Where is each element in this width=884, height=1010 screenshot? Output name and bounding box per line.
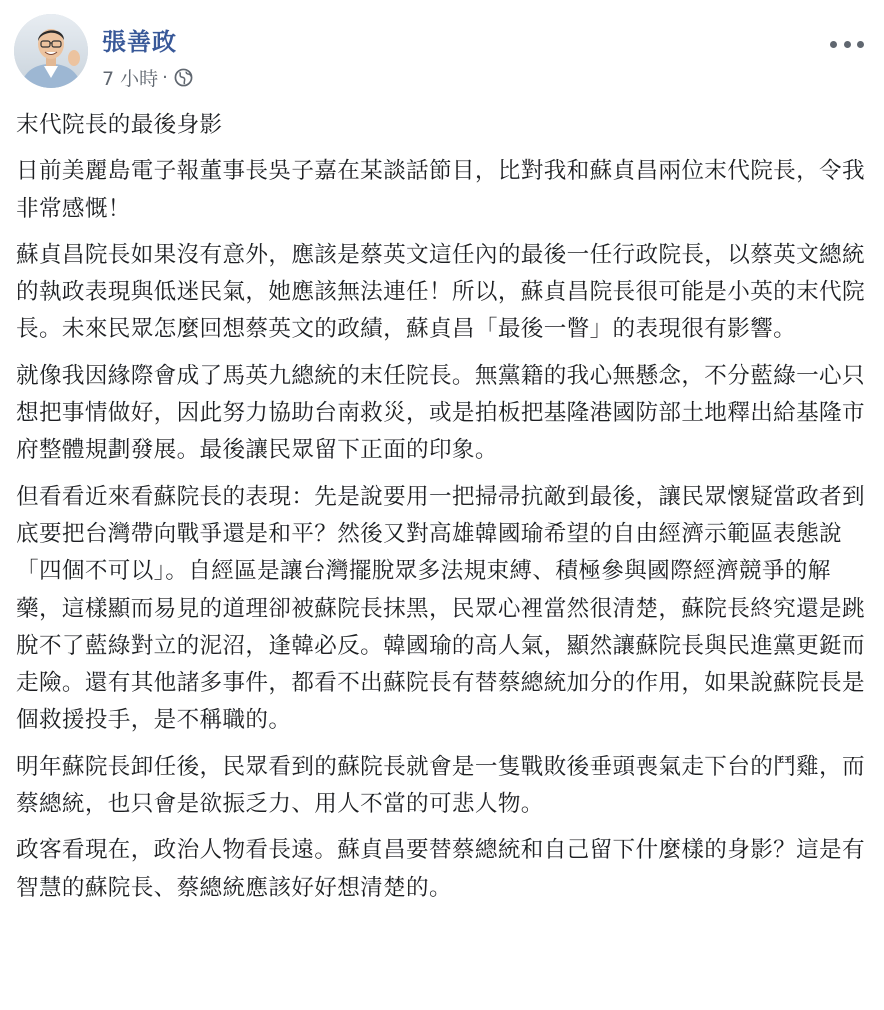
more-dot bbox=[830, 41, 837, 48]
post-body bbox=[16, 107, 868, 916]
author-name-link[interactable]: 張善政 bbox=[102, 28, 177, 56]
post-paragraph: 蘇貞昌院長如果沒有意外，應該是蔡英文這任內的最後一任行政院長，以蔡英文總統的執政表現與低迷民氣，她應該無法連任！所以，蘇貞昌院長很可能是小英的末代院長。未來民眾怎麼回想蔡英文的政績，蘇貞昌「最後一瞥」的表現很有影響。 bbox=[16, 241, 865, 343]
post-header bbox=[14, 14, 870, 94]
meta-separator: · bbox=[162, 67, 168, 88]
more-options-icon[interactable] bbox=[830, 34, 864, 54]
more-dot bbox=[857, 41, 864, 48]
post-paragraph: 日前美麗島電子報董事長吳子嘉在某談話節目，比對我和蘇貞昌兩位末代院長，令我非常感慨！ bbox=[16, 158, 865, 222]
timestamp-link[interactable]: 7 小時 bbox=[102, 68, 159, 90]
post-paragraph: 但看看近來看蘇院長的表現：先是說要用一把掃帚抗敵到最後，讓民眾懷疑當政者到底要把台灣帶向戰爭還是和平？然後又對高雄韓國瑜希望的自由經濟示範區表態說「四個不可以」。自經區是讓台灣擺脫眾多法規束縛、積極參與國際經濟競爭的解藥，這樣顯而易見的道理卻被蘇院長抹黑，民眾心裡當然很清楚，蘇院長終究還是跳脫不了藍綠對立的泥沼，逢韓必反。韓國瑜的高人氣，顯然讓蘇院長與民進黨更鋌而走險。還有其他諸多事件，都看不出蘇院長有替蔡總統加分的作用，如果說蘇院長是個救援投手，是不稱職的。 bbox=[16, 483, 865, 734]
post-paragraph: 就像我因緣際會成了馬英九總統的末任院長。無黨籍的我心無懸念，不分藍綠一心只想把事情做好，因此努力協助台南救災，或是拍板把基隆港國防部土地釋出給基隆市府整體規劃發展。最後讓民眾留下正面的印象。 bbox=[16, 362, 865, 464]
author-avatar[interactable] bbox=[14, 14, 88, 88]
avatar-photo bbox=[14, 14, 88, 88]
more-dot bbox=[844, 41, 851, 48]
globe-icon[interactable] bbox=[174, 68, 193, 87]
post-paragraph: 明年蘇院長卸任後，民眾看到的蘇院長就會是一隻戰敗後垂頭喪氣走下台的鬥雞，而蔡總統，也只會是欲振乏力、用人不當的可悲人物。 bbox=[16, 753, 865, 818]
post-paragraph: 政客看現在，政治人物看長遠。蘇貞昌要替蔡總統和自己留下什麼樣的身影？這是有智慧的蘇院長、蔡總統應該好好想清楚的。 bbox=[16, 837, 865, 901]
post-meta bbox=[102, 64, 193, 91]
post-title: 末代院長的最後身影 bbox=[16, 112, 223, 138]
